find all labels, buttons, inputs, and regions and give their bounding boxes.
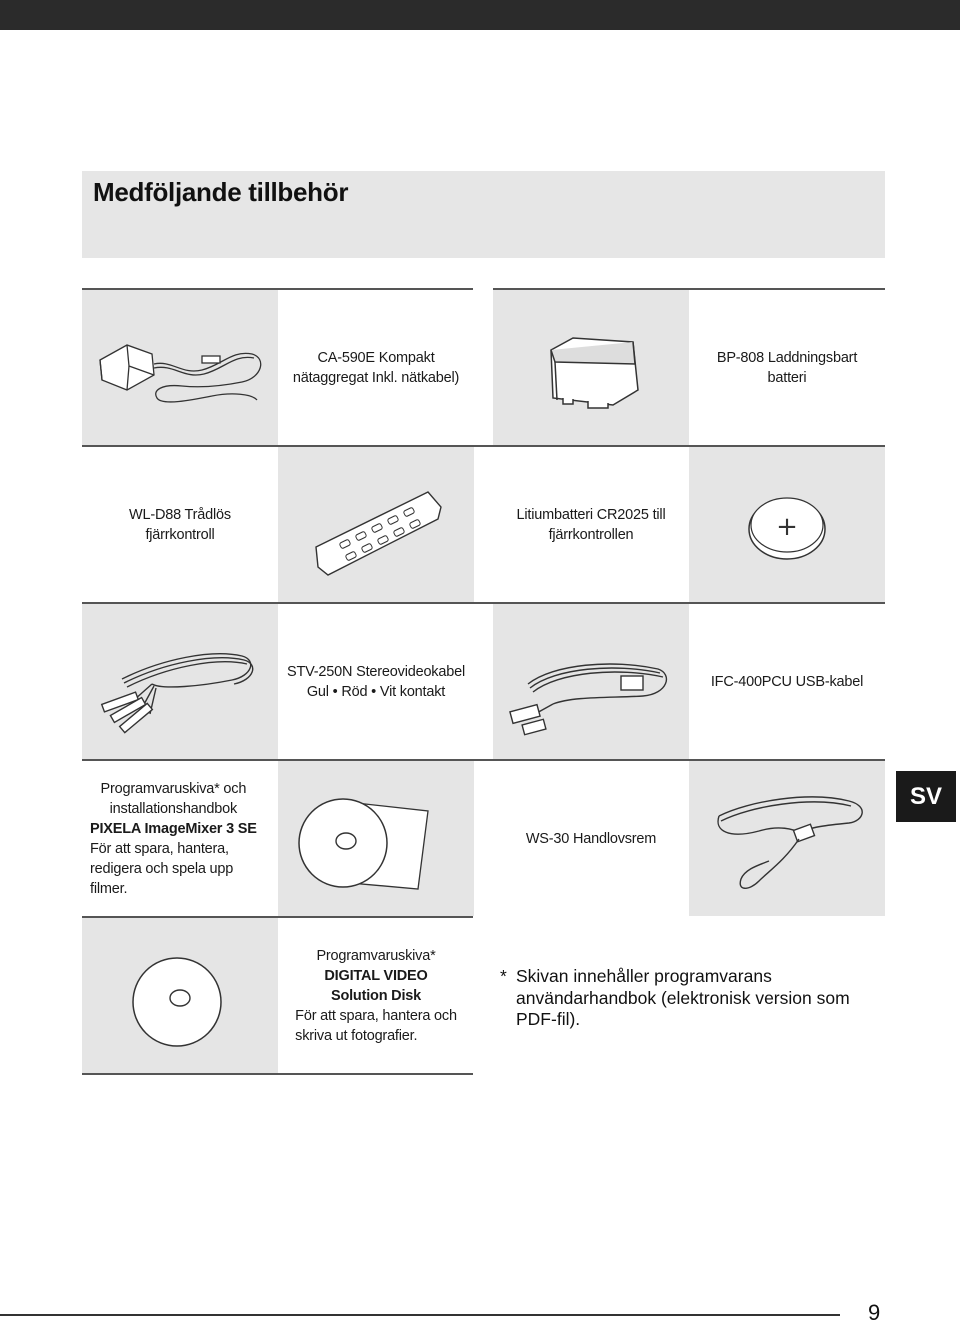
pixela-label: Programvaruskiva* och installationshandbok PIXELA ImageMixer 3 SE För att spara, hantera, redigera och spela upp filmer. <box>90 780 257 897</box>
remote-image <box>278 447 474 602</box>
plus-symbol-icon: + <box>776 512 798 542</box>
usb-cable-icon <box>493 604 689 759</box>
pixela-disc-image <box>278 761 474 916</box>
page-title: Medföljande tillbehör <box>93 177 349 207</box>
adapter-label: CA-590E Kompakt nätaggregat Inkl. nätkabel) <box>292 349 460 386</box>
solution-disk-label: Programvaruskiva* DIGITAL VIDEO Solution Disk För att spara, hantera och skriva ut fotografier. <box>295 947 457 1044</box>
language-tab: SV <box>896 771 956 822</box>
strap-label: WS-30 Handlovsrem <box>525 830 657 847</box>
disc-icon <box>82 918 278 1073</box>
top-bar <box>0 0 960 30</box>
page-number: 9 <box>868 1300 881 1325</box>
solution-disc-image <box>82 918 278 1073</box>
usb-cable-image <box>493 604 689 759</box>
footnote-marker: * <box>500 966 507 986</box>
remote-control-icon <box>278 447 474 602</box>
av-cable-icon <box>82 604 278 759</box>
coin-battery-label: Litiumbatteri CR2025 till fjärrkontrollen <box>516 506 666 543</box>
accessories-grid <box>82 288 885 1073</box>
accessory-row-1 <box>82 288 885 445</box>
adapter-image <box>82 290 278 445</box>
disc-with-manual-icon <box>278 761 474 916</box>
battery-image <box>493 290 689 445</box>
av-cable-image <box>82 604 278 759</box>
wrist-strap-icon <box>689 761 885 916</box>
battery-label: BP-808 Laddningsbart batteri <box>716 349 858 386</box>
coin-battery-icon <box>689 447 885 602</box>
power-adapter-icon <box>82 290 278 445</box>
battery-icon <box>493 290 689 445</box>
coin-battery-image <box>689 447 885 602</box>
accessory-row-4 <box>82 759 885 916</box>
remote-label: WL-D88 Trådlös fjärrkontroll <box>129 506 231 543</box>
title-box <box>82 171 885 258</box>
av-cable-label: STV-250N Stereovideokabel Gul • Röd • Vit kontakt <box>287 663 465 700</box>
accessory-row-3 <box>82 602 885 759</box>
footnote-text: Skivan innehåller programvarans användarhandbok (elektronisk version som PDF-fil). <box>516 966 850 1029</box>
bottom-rule <box>0 1314 840 1316</box>
row-divider <box>82 1073 473 1075</box>
strap-image <box>689 761 885 916</box>
footnote <box>500 966 880 1031</box>
usb-cable-label: IFC-400PCU USB-kabel <box>710 673 864 690</box>
accessory-row-2 <box>82 445 885 602</box>
